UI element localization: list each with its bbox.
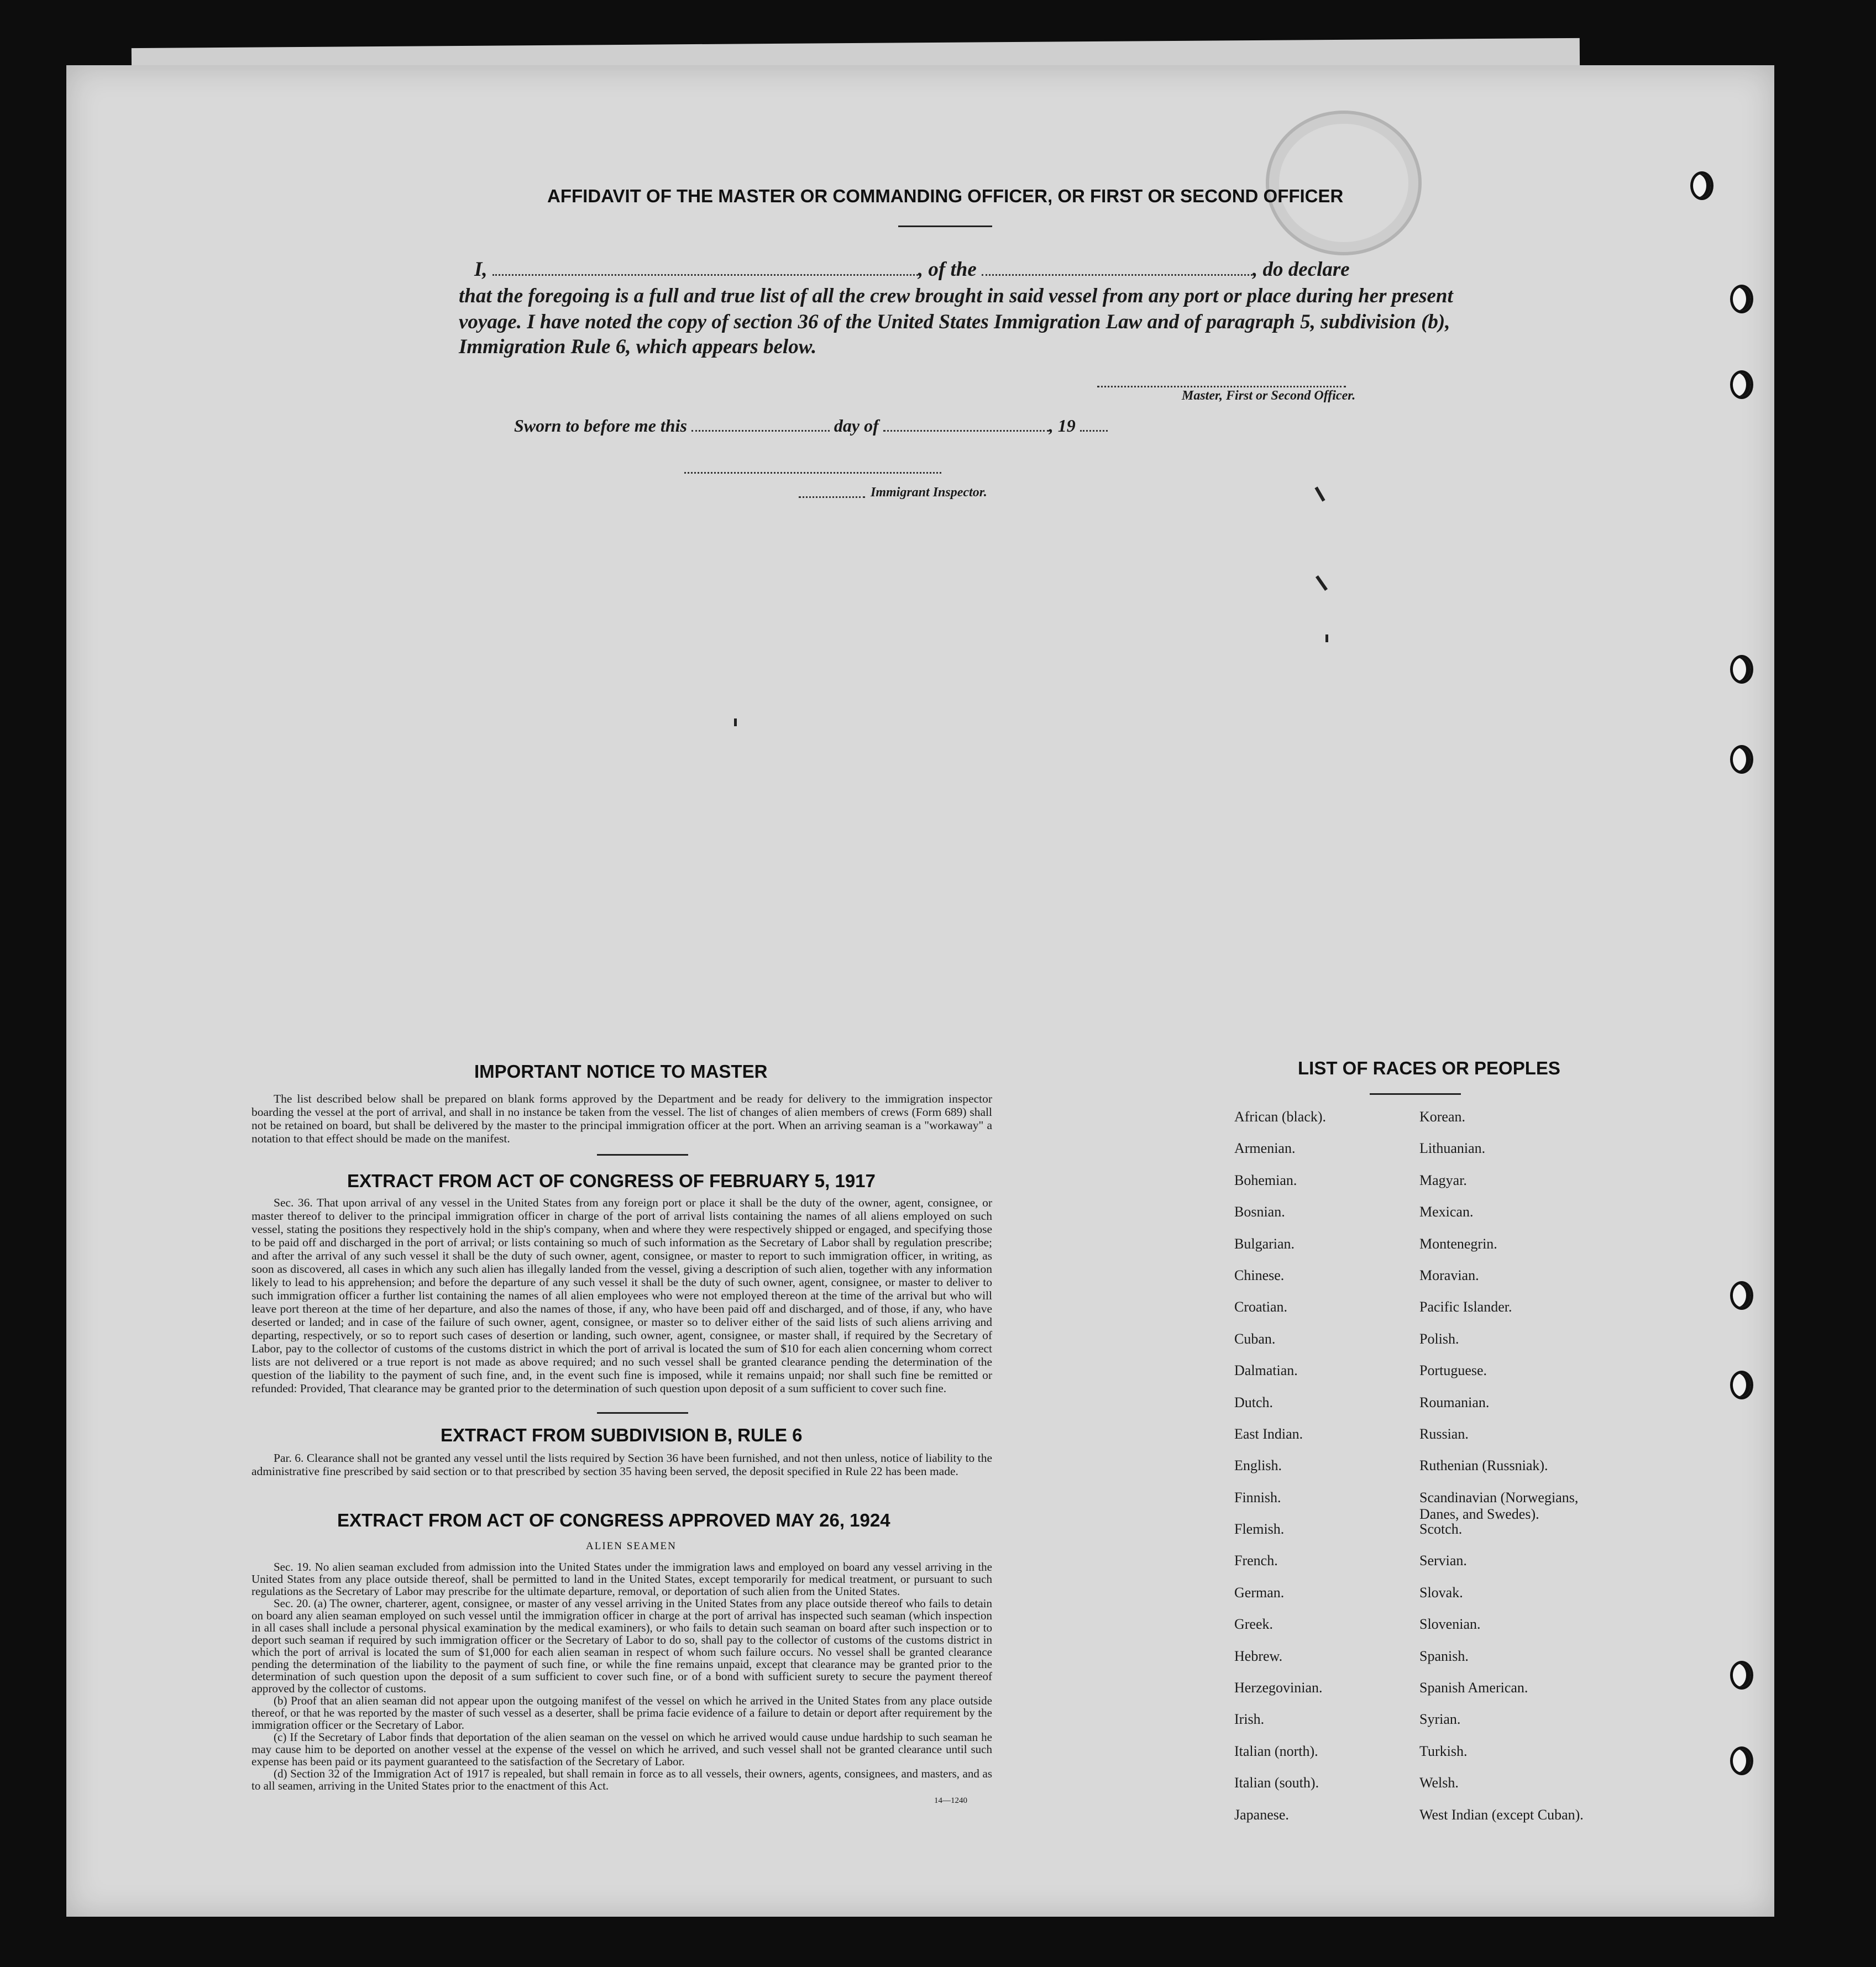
race-item: Lithuanian. (1419, 1140, 1486, 1157)
race-item: Turkish. (1419, 1743, 1468, 1759)
race-item: Herzegovinian. (1234, 1680, 1323, 1696)
signature-blank[interactable] (1097, 381, 1346, 387)
races-title-rule (1370, 1093, 1461, 1095)
sworn-year-blank[interactable] (1080, 426, 1108, 432)
affidavit-title-rule (898, 225, 992, 227)
affidavit-declaration-line2: that the foregoing is a full and true list of all the crew brought in said vessel from any port or place during her present (459, 285, 1453, 307)
inspector-signature-blank[interactable] (684, 468, 941, 474)
binder-hole-icon (1730, 1371, 1753, 1399)
race-item: German. (1234, 1584, 1285, 1601)
races-right-column (1419, 1109, 1607, 1838)
notice-text (251, 1092, 992, 1145)
section-19-paragraph: Sec. 19. No alien seaman excluded from admission into the United States under the immigration laws and employed on board any vessel arriving in the United States from any place outside thereof, shall be permitted to land in the United States, except temporarily for medical treatment, or pursuant to such regulations as the Secretary of Labor may prescribe for the ultimate departure, removal, or deportation of such alien from the United States. (251, 1560, 992, 1598)
extract-1924-title: EXTRACT FROM ACT OF CONGRESS APPROVED MAY 26, 1924 (337, 1510, 890, 1530)
inspector-signature-blank-2[interactable] (799, 492, 865, 498)
section-20d-paragraph: (d) Section 32 of the Immigration Act of 1917 is repealed, but shall remain in force as to all vessels, their owners, agents, consignees, and masters, and as to all seamen, arriving in the United States prior to the enactment of this Act. (251, 1767, 992, 1792)
race-item: Spanish American. (1419, 1680, 1528, 1696)
race-item: Irish. (1234, 1711, 1265, 1728)
race-item: Pacific Islander. (1419, 1299, 1512, 1315)
race-item: Flemish. (1234, 1521, 1285, 1538)
extract-rule6-text (251, 1451, 992, 1478)
race-item: Finnish. (1234, 1489, 1281, 1506)
race-item: Polish. (1419, 1330, 1459, 1347)
notice-rule (597, 1154, 688, 1156)
race-item: Slovenian. (1419, 1616, 1481, 1633)
race-item: Korean. (1419, 1109, 1466, 1125)
race-item: Scotch. (1419, 1521, 1463, 1538)
race-item: African (black). (1234, 1109, 1327, 1125)
stray-mark (734, 718, 737, 726)
section-20b-paragraph: (b) Proof that an alien seaman did not appear upon the outgoing manifest of the vessel on which he arrived in the United States from any place outside thereof, or that he was reported by the master of such vessel as a deserter, shall be prima facie evidence of a failure to detain or deport after requirement by the immigration officer or the Secretary of Labor. (251, 1694, 992, 1732)
binder-hole-icon (1730, 655, 1753, 684)
race-item: Mexican. (1419, 1204, 1474, 1220)
race-item: Dalmatian. (1234, 1362, 1298, 1379)
affidavit-title: AFFIDAVIT OF THE MASTER OR COMMANDING OFFICER, OR FIRST OR SECOND OFFICER (547, 186, 1344, 206)
race-item: East Indian. (1234, 1425, 1303, 1442)
race-item: Scandinavian (Norwegians, Danes, and Swedes). (1419, 1489, 1579, 1522)
race-item: Cuban. (1234, 1330, 1276, 1347)
binder-hole-icon (1730, 745, 1753, 774)
paragraph-6: Par. 6. Clearance shall not be granted any vessel until the lists required by Section 36 have been furnished, and not then unless, notice of liability to the administrative fine prescribed by said section or to that prescribed by section 35 having been served, the deposit specified in Rule 22 has been made. (251, 1451, 992, 1478)
affidavit-declaration-line4: Immigration Rule 6, which appears below. (459, 335, 817, 358)
notice-title: IMPORTANT NOTICE TO MASTER (474, 1061, 768, 1082)
race-item: Armenian. (1234, 1140, 1296, 1157)
signature-label: Master, First or Second Officer. (1182, 389, 1356, 403)
race-item: Ruthenian (Russniak). (1419, 1457, 1548, 1474)
inspector-label: Immigrant Inspector. (871, 485, 987, 500)
binder-hole-icon (1730, 285, 1753, 313)
races-left-column (1234, 1109, 1400, 1838)
race-item: Moravian. (1419, 1267, 1479, 1283)
extract-1917-text (251, 1196, 992, 1395)
sworn-label: Sworn to before me this (514, 416, 687, 436)
extract-rule6-title: EXTRACT FROM SUBDIVISION B, RULE 6 (441, 1425, 803, 1445)
section-20a-paragraph: Sec. 20. (a) The owner, charterer, agent, consignee, or master of any vessel arriving in the United States from any place outside thereof who fails to detain on board any alien seaman employed on such vessel until the immigration officer in charge at the port of arrival has inspected such seaman (which inspection in all cases shall include a personal physical examination by the medical examiners), or who fails to detain such seaman on board after such inspection or to deport such seaman if required by such immigration officer or the Secretary of Labor to do so, shall pay to the collector of customs of the customs district in which the port of arrival is located the sum of $1,000 for each alien seaman in respect of whom such failure occurs. No vessel shall be granted clearance pending the determination of the liability to the payment of such fine, or while the fine remains unpaid, except that clearance may be granted prior to the determination of such question upon the deposit of a sum sufficient to cover such fine, or of a bond with sufficient surety to secure the payment thereof approved by the collector of customs. (251, 1597, 992, 1695)
race-item: Magyar. (1419, 1172, 1467, 1188)
race-item: Bosnian. (1234, 1204, 1285, 1220)
affidavit-declaration-line1 (474, 258, 1350, 281)
sworn-day-blank[interactable] (691, 426, 830, 432)
extract-1924-text (251, 1561, 992, 1792)
race-item: Hebrew. (1234, 1648, 1283, 1664)
alien-seamen-subtitle: ALIEN SEAMEN (586, 1540, 677, 1552)
race-item: Chinese. (1234, 1267, 1285, 1283)
races-title: LIST OF RACES OR PEOPLES (1298, 1058, 1560, 1078)
race-item: Montenegrin. (1419, 1235, 1497, 1252)
binder-hole-icon (1730, 370, 1753, 399)
race-item: Croatian. (1234, 1299, 1288, 1315)
day-of-label: day of (834, 416, 879, 436)
stray-mark (1325, 634, 1328, 642)
of-the-label: , of the (918, 258, 977, 281)
official-seal-stamp (1266, 111, 1422, 255)
race-item: Italian (north). (1234, 1743, 1318, 1759)
race-item: French. (1234, 1552, 1278, 1569)
extract-1917-title: EXTRACT FROM ACT OF CONGRESS OF FEBRUARY 5, 1917 (347, 1171, 876, 1191)
race-item: Portuguese. (1419, 1362, 1487, 1379)
extract-1917-rule (597, 1412, 688, 1414)
section-36-paragraph: Sec. 36. That upon arrival of any vessel in the United States from any foreign port or place it shall be the duty of the owner, agent, consignee, or master thereof to deliver to the principal immigration officer in charge of the port of arrival lists containing the names of all aliens employed on such vessel, stating the positions they respectively hold in the ship's company, when and where they were respectively shipped or engaged, and specifying those to be paid off and discharged in the port of arrival; or lists containing so much of such information as the Secretary of Labor shall by regulation prescribe; and after the arrival of any such vessel it shall be the duty of such owner, agent, consignee, or master to report to such immigration officer, in writing, as soon as discovered, all cases in which any such alien has illegally landed from the vessel, giving a description of such alien, together with any information likely to lead to his apprehension; and before the departure of any such vessel it shall be the duty of such owner, agent, consignee, or master to deliver to such immigration officer a further list containing the names of all alien employees who were not employed thereon at the time of the arrival but who will leave port thereon at the time of her departure, and also the names of those, if any, who have been paid off and discharged, and of those, if any, who have deserted or landed; and in case of the failure of such owner, agent, consignee, or master so to deliver either of the said lists of such aliens arriving and departing, respectively, or so to report such cases of desertion or landing, such owner, agent, consignee, or master shall, if required by the Secretary of Labor, pay to the collector of customs of the customs district in which the port of arrival is located the sum of $10 for each alien concerning whom correct lists are not delivered or a true report is not made as above required; and no such vessel shall be granted clearance pending the determination of the question of the liability to the payment of such fine, and, in the event such fine is imposed, while it remains unpaid; nor shall such fine be remitted or refunded: Provided, That clearance may be granted prior to the determination of such question upon deposit of a sum sufficient to cover such fine. (251, 1196, 992, 1395)
form-number: 14—1240 (934, 1796, 967, 1805)
race-item: Dutch. (1234, 1394, 1274, 1410)
notice-paragraph: The list described below shall be prepared on blank forms approved by the Department and be ready for delivery to the immigration inspector boarding the vessel at the port of arrival, and shall in no instance be taken from the vessel. The list of changes of alien members of crews (Form 689) shall not be retained on board, but shall be delivered by the master to the principal immigration officer at the port. When an arriving seaman is a "workaway" a notation to that effect should be made on the manifest. (251, 1092, 992, 1145)
year-prefix-label: , 19 (1049, 416, 1076, 436)
race-item: Japanese. (1234, 1806, 1289, 1823)
race-item: Roumanian. (1419, 1394, 1490, 1410)
sworn-line (514, 416, 1108, 436)
race-item: West Indian (except Cuban). (1419, 1806, 1584, 1823)
race-item: Slovak. (1419, 1584, 1463, 1601)
race-item: Bulgarian. (1234, 1235, 1295, 1252)
race-item: Welsh. (1419, 1775, 1459, 1791)
race-item: Greek. (1234, 1616, 1274, 1633)
binder-hole-icon (1730, 1746, 1753, 1775)
race-item: Spanish. (1419, 1648, 1469, 1664)
vessel-blank[interactable] (982, 270, 1253, 276)
binder-hole-icon (1690, 171, 1713, 200)
binder-hole-icon (1730, 1661, 1753, 1690)
name-blank[interactable] (492, 270, 918, 276)
binder-hole-icon (1730, 1281, 1753, 1310)
section-20c-paragraph: (c) If the Secretary of Labor finds that deportation of the alien seaman on the vessel on which he arrived would cause undue hardship to such seaman he may cause him to be deported on another vessel at the expense of the vessel on which he arrived, and such vessel shall not be granted clearance until such expense has been paid or its payment guaranteed to the satisfaction of the Secretary of Labor. (251, 1730, 992, 1768)
i-label: I, (474, 258, 488, 281)
affidavit-declaration-line3: voyage. I have noted the copy of section 36 of the United States Immigration Law and of paragraph 5, subdivision (b), (459, 311, 1450, 333)
race-item: Bohemian. (1234, 1172, 1297, 1188)
sworn-month-blank[interactable] (883, 426, 1049, 432)
do-declare-label: , do declare (1253, 258, 1350, 281)
race-item: Italian (south). (1234, 1775, 1319, 1791)
race-item: English. (1234, 1457, 1282, 1474)
race-item: Syrian. (1419, 1711, 1461, 1728)
race-item: Russian. (1419, 1425, 1469, 1442)
race-item: Servian. (1419, 1552, 1467, 1569)
